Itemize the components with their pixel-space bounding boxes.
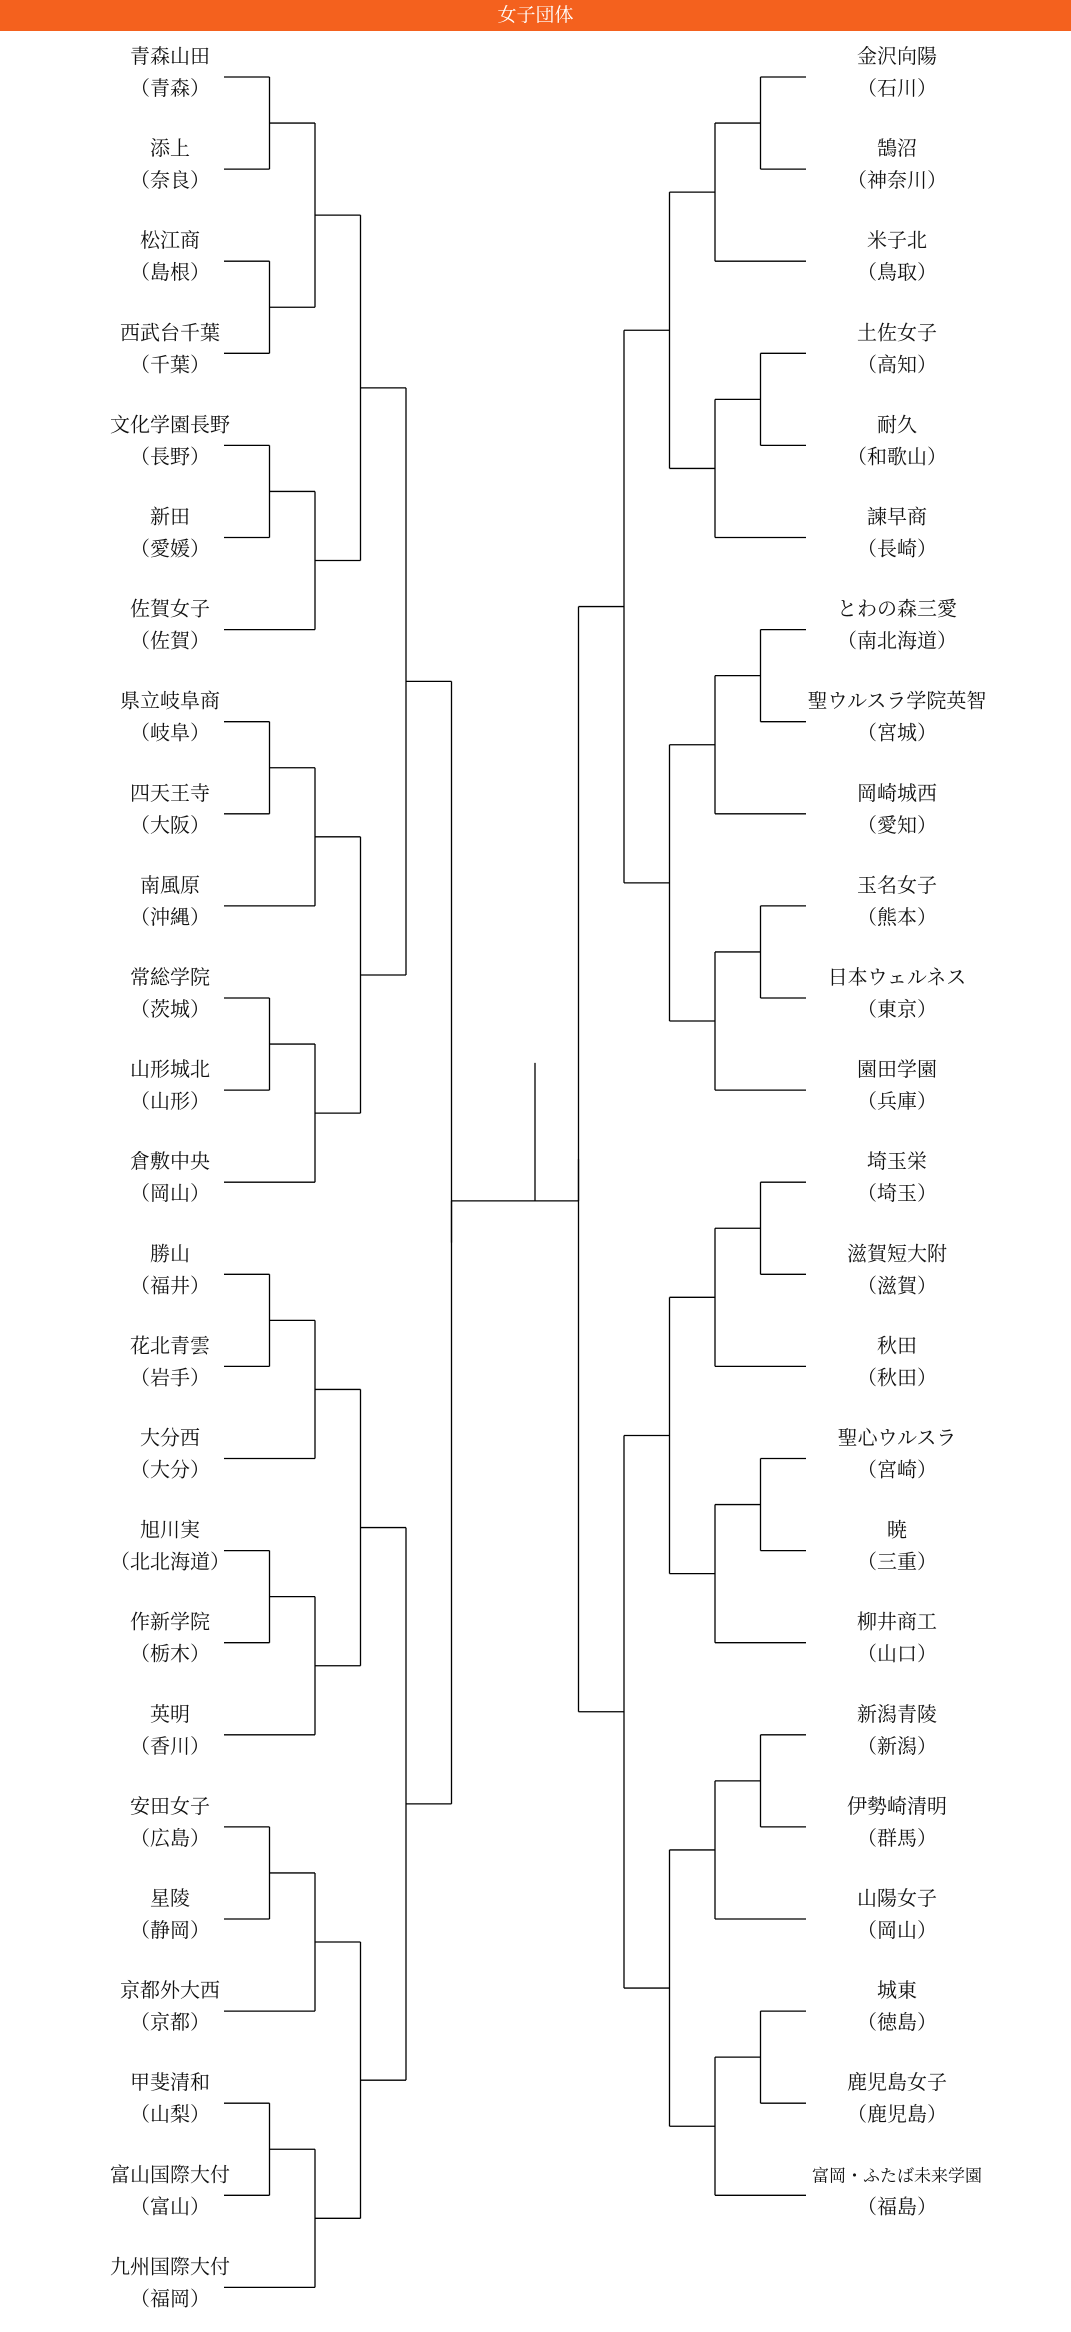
team-name-left-19: 安田女子: [130, 1793, 210, 1818]
team-prefecture-right-17: （山口）: [857, 1641, 937, 1666]
team-name-left-6: 佐賀女子: [130, 596, 210, 621]
team-name-left-11: 山形城北: [130, 1057, 210, 1082]
team-name-left-12: 倉敷中央: [130, 1149, 210, 1174]
team-name-right-14: 秋田: [877, 1333, 917, 1358]
team-name-right-7: 聖ウルスラ学院英智: [807, 688, 987, 713]
team-prefecture-left-4: （長野）: [130, 444, 210, 469]
team-prefecture-right-2: （鳥取）: [857, 260, 937, 285]
team-name-left-0: 青森山田: [130, 44, 210, 68]
team-prefecture-left-10: （茨城）: [130, 997, 210, 1021]
team-prefecture-right-5: （長崎）: [857, 536, 937, 561]
team-prefecture-left-12: （岡山）: [130, 1181, 210, 1206]
team-prefecture-right-0: （石川）: [857, 76, 937, 100]
team-name-left-3: 西武台千葉: [120, 320, 220, 345]
team-prefecture-left-13: （福井）: [130, 1273, 210, 1298]
team-prefecture-right-21: （徳島）: [857, 2010, 937, 2035]
team-prefecture-left-24: （福岡）: [130, 2286, 210, 2311]
team-name-right-10: 日本ウェルネス: [827, 965, 967, 989]
team-name-right-1: 鵠沼: [877, 136, 917, 161]
team-name-left-13: 勝山: [150, 1241, 190, 1266]
team-prefecture-left-7: （岐阜）: [130, 720, 210, 745]
team-prefecture-left-16: （北北海道）: [110, 1549, 230, 1574]
team-name-right-16: 暁: [887, 1517, 907, 1542]
team-prefecture-left-14: （岩手）: [130, 1365, 210, 1390]
team-prefecture-right-4: （和歌山）: [847, 444, 947, 469]
team-prefecture-right-22: （鹿児島）: [847, 2102, 947, 2127]
team-prefecture-right-10: （東京）: [857, 997, 937, 1021]
bracket-lines: [224, 77, 806, 2287]
team-prefecture-left-3: （千葉）: [130, 352, 210, 377]
team-prefecture-right-16: （三重）: [857, 1549, 937, 1574]
team-name-left-23: 富山国際大付: [110, 2162, 230, 2187]
team-prefecture-right-14: （秋田）: [857, 1365, 937, 1390]
team-prefecture-left-21: （京都）: [130, 2010, 210, 2035]
team-name-right-4: 耐久: [877, 412, 917, 437]
team-name-right-0: 金沢向陽: [857, 44, 937, 68]
team-name-right-18: 新潟青陵: [857, 1701, 937, 1726]
team-name-right-6: とわの森三愛: [837, 596, 957, 621]
team-name-left-7: 県立岐阜商: [120, 688, 220, 713]
team-prefecture-right-13: （滋賀）: [857, 1273, 937, 1298]
team-prefecture-right-9: （熊本）: [857, 904, 937, 929]
team-prefecture-right-15: （宮崎）: [857, 1457, 937, 1482]
team-name-right-20: 山陽女子: [857, 1886, 937, 1910]
team-prefecture-left-17: （栃木）: [130, 1641, 210, 1666]
team-prefecture-left-8: （大阪）: [130, 812, 210, 837]
team-prefecture-right-3: （高知）: [857, 352, 937, 377]
team-name-left-21: 京都外大西: [120, 1978, 220, 2003]
team-prefecture-left-0: （青森）: [130, 76, 210, 100]
team-name-left-20: 星陵: [150, 1886, 190, 1910]
team-name-left-14: 花北青雲: [130, 1333, 210, 1358]
team-name-left-22: 甲斐清和: [130, 2070, 210, 2095]
team-name-right-15: 聖心ウルスラ: [837, 1425, 957, 1450]
team-name-right-9: 玉名女子: [857, 872, 937, 897]
team-name-left-5: 新田: [150, 504, 190, 529]
team-name-left-9: 南風原: [140, 872, 200, 897]
team-prefecture-left-5: （愛媛）: [130, 536, 210, 561]
team-prefecture-left-15: （大分）: [130, 1457, 210, 1482]
team-prefecture-left-1: （奈良）: [130, 168, 210, 193]
team-name-right-22: 鹿児島女子: [847, 2070, 947, 2095]
team-prefecture-left-23: （富山）: [130, 2194, 210, 2219]
team-name-left-17: 作新学院: [130, 1609, 210, 1634]
team-prefecture-right-1: （神奈川）: [847, 168, 947, 193]
team-name-right-8: 岡崎城西: [857, 780, 937, 805]
tournament-bracket: [0, 31, 1071, 2332]
team-prefecture-left-6: （佐賀）: [130, 628, 210, 653]
team-prefecture-left-22: （山梨）: [130, 2102, 210, 2127]
team-name-left-2: 松江商: [140, 228, 200, 253]
team-name-right-17: 柳井商工: [857, 1609, 937, 1634]
team-name-left-24: 九州国際大付: [110, 2254, 230, 2279]
team-name-right-2: 米子北: [867, 228, 927, 253]
team-labels: [110, 44, 986, 2310]
team-name-right-12: 埼玉栄: [867, 1149, 927, 1174]
team-prefecture-right-19: （群馬）: [857, 1825, 937, 1850]
team-prefecture-right-18: （新潟）: [857, 1733, 937, 1758]
team-prefecture-right-12: （埼玉）: [857, 1181, 937, 1206]
team-name-left-8: 四天王寺: [130, 780, 210, 805]
team-name-right-19: 伊勢崎清明: [847, 1793, 947, 1818]
team-name-right-11: 園田学園: [857, 1057, 937, 1082]
team-prefecture-right-7: （宮城）: [857, 720, 937, 745]
team-prefecture-right-8: （愛知）: [857, 812, 937, 837]
team-name-right-23: 富岡・ふたば未来学園: [812, 2166, 982, 2187]
team-name-left-10: 常総学院: [130, 965, 210, 989]
page-title: 女子団体: [0, 0, 1071, 31]
team-prefecture-right-11: （兵庫）: [857, 1089, 937, 1114]
team-name-left-4: 文化学園長野: [110, 412, 230, 437]
team-prefecture-right-20: （岡山）: [857, 1918, 937, 1942]
team-name-right-21: 城東: [877, 1978, 917, 2003]
team-prefecture-left-18: （香川）: [130, 1733, 210, 1758]
team-name-right-13: 滋賀短大附: [847, 1241, 947, 1266]
team-name-left-16: 旭川実: [140, 1517, 200, 1542]
team-name-left-18: 英明: [150, 1701, 190, 1726]
team-name-right-3: 土佐女子: [857, 320, 937, 345]
team-prefecture-left-2: （島根）: [130, 260, 210, 285]
team-prefecture-left-9: （沖縄）: [130, 904, 210, 929]
team-name-left-1: 添上: [150, 136, 190, 161]
team-prefecture-left-20: （静岡）: [130, 1918, 210, 1942]
team-prefecture-left-11: （山形）: [130, 1089, 210, 1114]
team-prefecture-right-6: （南北海道）: [837, 628, 957, 653]
team-name-left-15: 大分西: [140, 1425, 200, 1450]
team-prefecture-left-19: （広島）: [130, 1825, 210, 1850]
team-name-right-5: 諫早商: [867, 504, 927, 529]
team-prefecture-right-23: （福島）: [857, 2194, 937, 2219]
